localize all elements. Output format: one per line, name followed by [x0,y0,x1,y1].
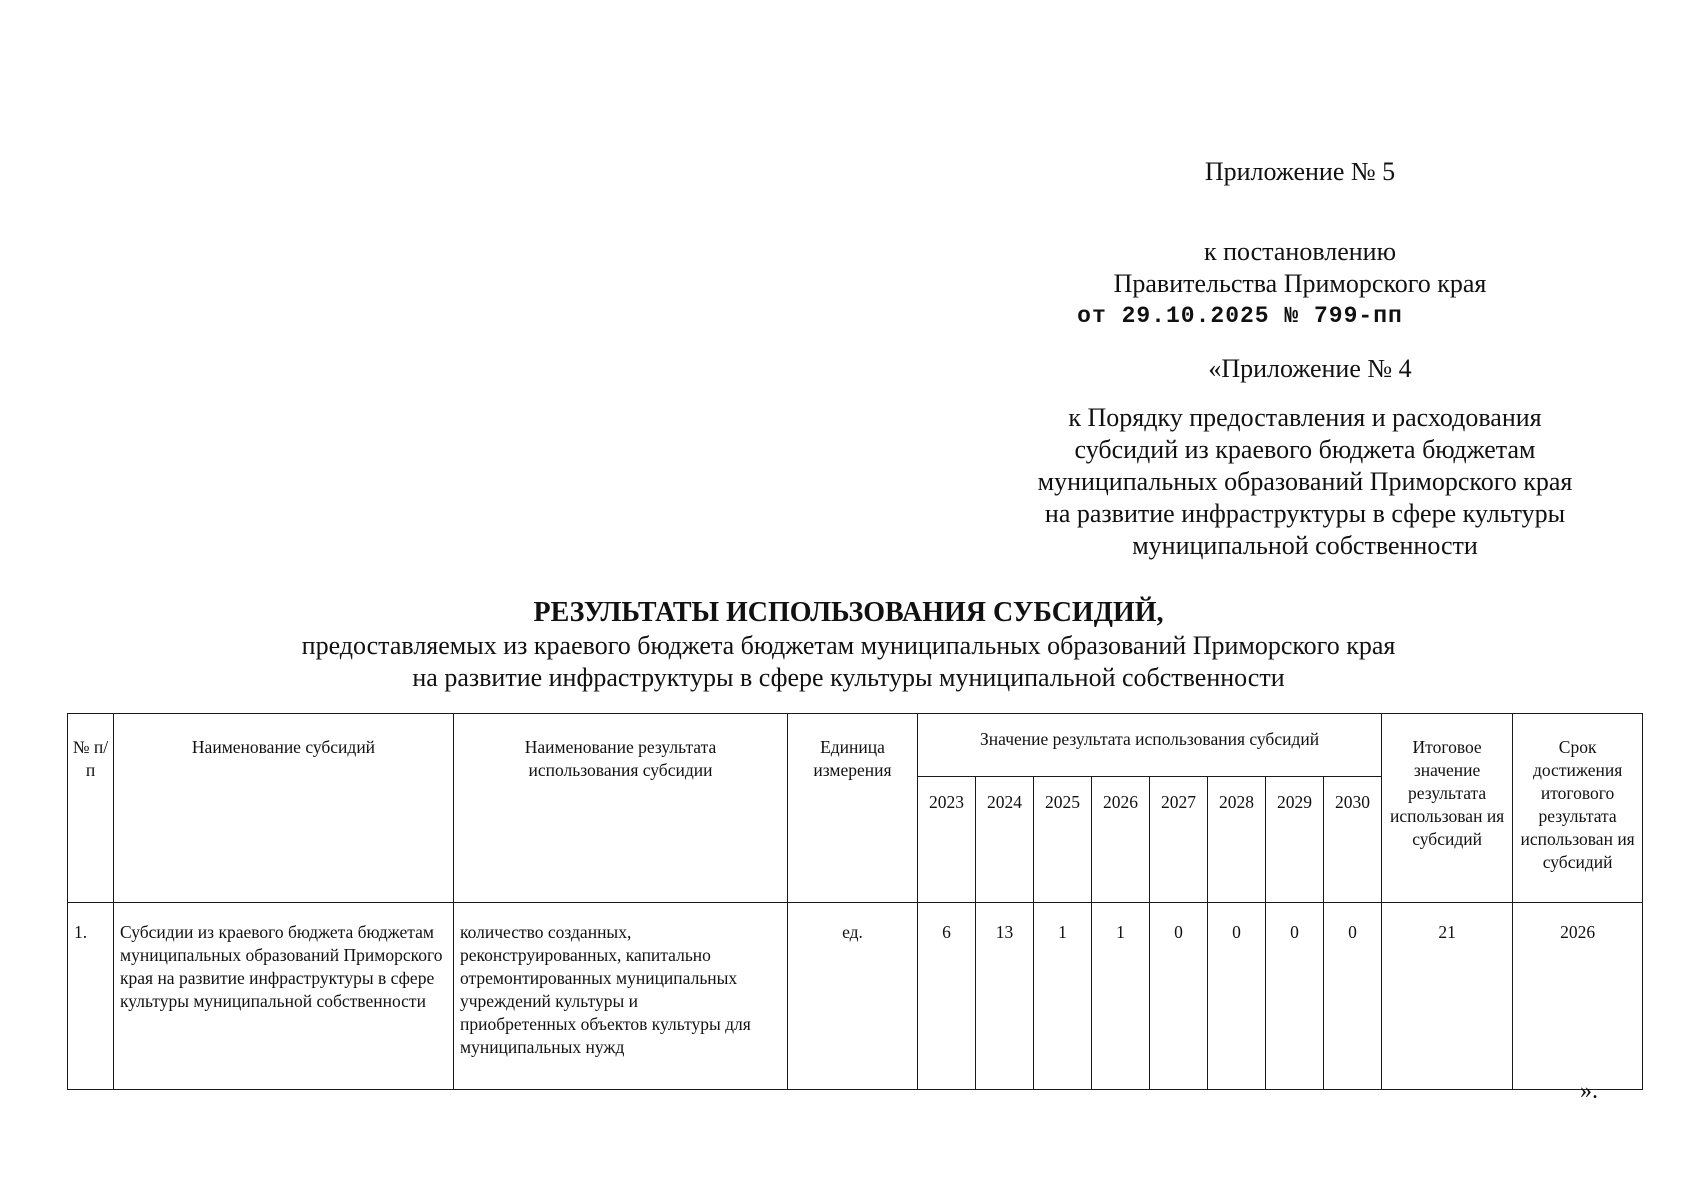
header-year: 2027 [1150,777,1208,903]
cell-value-2028: 0 [1208,903,1266,1090]
header-year: 2030 [1324,777,1382,903]
header-year: 2025 [1034,777,1092,903]
procedure-line-3: муниципальных образований Приморского края [1037,467,1573,496]
header-year: 2029 [1266,777,1324,903]
header-values-group: Значение результата использования субсидий [918,714,1382,777]
header-unit: Единица измерения [788,714,918,903]
document-subtitle-line1: предоставляемых из краевого бюджета бюджетам муниципальных образований Приморского края [301,631,1396,660]
procedure-line-4: на развитие инфраструктуры в сфере культуры [1044,499,1566,528]
document-subtitle-line2: на развитие инфраструктуры в сфере культуры муниципальной собственности [412,663,1285,692]
cell-unit: ед. [788,903,918,1090]
procedure-line-1: к Порядку предоставления и расходования [1068,403,1542,432]
cell-total: 21 [1382,903,1513,1090]
cell-value-2027: 0 [1150,903,1208,1090]
header-year: 2023 [918,777,976,903]
cell-subsidy-name: Субсидии из краевого бюджета бюджетам муниципальных образований Приморского края на развитие инфраструктуры в сфере культуры муниципальной собственности [114,903,454,1090]
cell-deadline: 2026 [1513,903,1643,1090]
header-year: 2026 [1092,777,1150,903]
annex-block [1000,156,1600,188]
header-year: 2028 [1208,777,1266,903]
cell-value-2030: 0 [1324,903,1382,1090]
inner-annex-number: «Приложение № 4 [1208,354,1412,383]
table-row [68,903,1643,1090]
cell-value-2023: 6 [918,903,976,1090]
header-result-name: Наименование результата использования субсидии [454,714,788,903]
header-subsidy-name: Наименование субсидий [114,714,454,903]
annex-to-line2: Правительства Приморского края [1113,269,1487,298]
results-table [67,713,1643,1090]
procedure-line-5: муниципальной собственности [1132,531,1478,560]
cell-value-2025: 1 [1034,903,1092,1090]
cell-value-2024: 13 [976,903,1034,1090]
cell-value-2029: 0 [1266,903,1324,1090]
closing-quote: ». [1580,1078,1598,1104]
document-title: РЕЗУЛЬТАТЫ ИСПОЛЬЗОВАНИЯ СУБСИДИЙ, [533,597,1164,628]
procedure-line-2: субсидий из краевого бюджета бюджетам [1074,435,1536,464]
cell-value-2026: 1 [1092,903,1150,1090]
annex-to-line1: к постановлению [1203,237,1397,266]
decree-number: от 29.10.2025 № 799-пп [1077,303,1403,329]
header-deadline: Срок достижения итогового результата использован ия субсидий [1513,714,1643,903]
inner-annex-number-block [1010,353,1610,385]
annex-decree-block [1000,236,1600,332]
header-year: 2024 [976,777,1034,903]
cell-num: 1. [68,903,114,1090]
cell-result-name: количество созданных, реконструированных, капитально отремонтированных муниципальных учреждений культуры и приобретенных объектов культуры для муниципальных нужд [454,903,788,1090]
procedure-block [985,402,1625,562]
header-num: № п/п [68,714,114,903]
header-total: Итоговое значение результата использован ия субсидий [1382,714,1513,903]
document-heading [0,596,1697,694]
annex-number: Приложение № 5 [1204,157,1396,186]
